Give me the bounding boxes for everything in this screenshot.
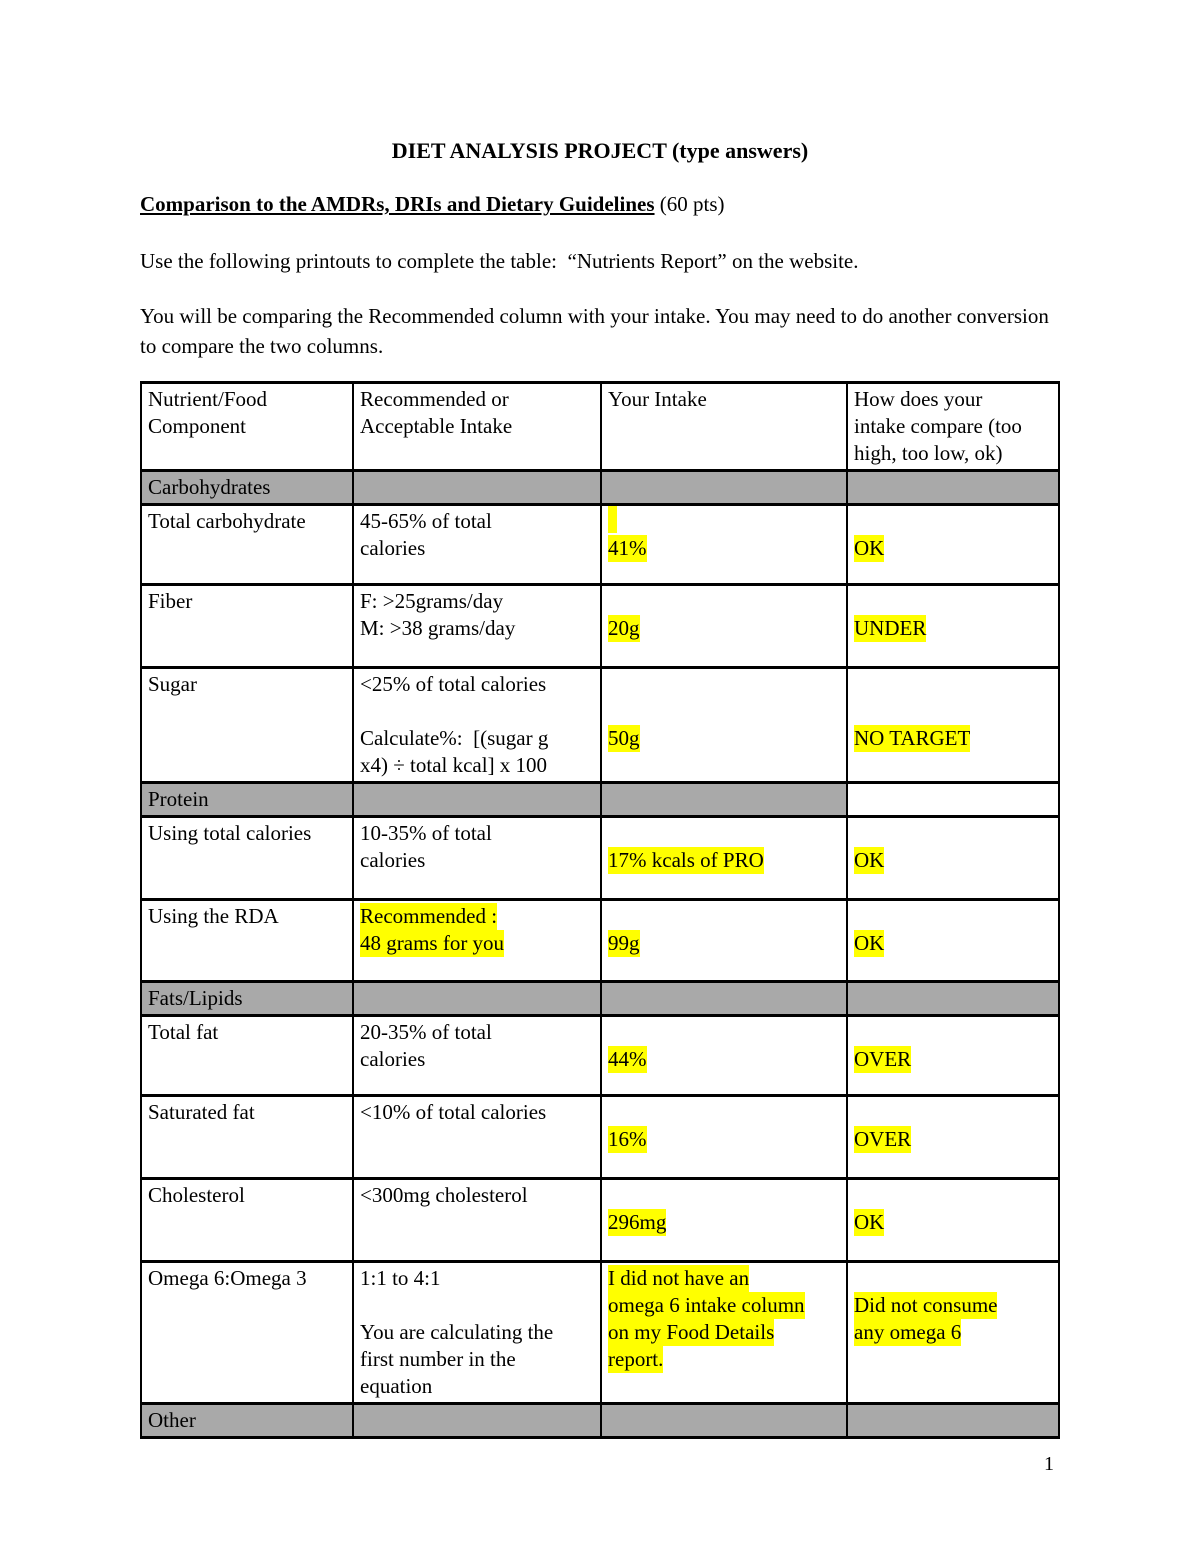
highlighted-value: report. bbox=[608, 1347, 664, 1371]
table-row bbox=[141, 900, 1059, 982]
recommended-cell: <300mg cholesterol bbox=[353, 1179, 601, 1262]
recommended-cell bbox=[353, 900, 601, 982]
section-row-other bbox=[141, 1404, 1059, 1438]
section-heading: Comparison to the AMDRs, DRIs and Dietary Guidelines bbox=[140, 192, 655, 216]
highlighted-value: omega 6 intake column bbox=[608, 1293, 805, 1317]
intake-cell bbox=[601, 668, 847, 783]
nutrient-cell: Using total calories bbox=[141, 817, 353, 900]
highlighted-value: Did not consume bbox=[854, 1293, 998, 1317]
recommended-cell: 10-35% of total calories bbox=[353, 817, 601, 900]
compare-cell bbox=[847, 1096, 1059, 1179]
compare-cell bbox=[847, 1179, 1059, 1262]
section-points: (60 pts) bbox=[654, 192, 725, 216]
highlighted-value: OVER bbox=[854, 1127, 912, 1151]
intake-cell bbox=[601, 1179, 847, 1262]
column-header-recommended: Recommended or Acceptable Intake bbox=[353, 383, 601, 471]
column-header-compare: How does your intake compare (too high, too low, ok) bbox=[847, 383, 1059, 471]
recommended-cell: 45-65% of total calories bbox=[353, 505, 601, 585]
highlighted-value: I did not have an bbox=[608, 1266, 750, 1290]
page-title: DIET ANALYSIS PROJECT (type answers) bbox=[391, 138, 809, 163]
section-heading-line bbox=[140, 189, 1060, 219]
compare-cell bbox=[847, 1016, 1059, 1096]
highlighted-value: UNDER bbox=[854, 616, 927, 640]
nutrient-cell: Using the RDA bbox=[141, 900, 353, 982]
intake-cell bbox=[601, 817, 847, 900]
column-header-intake: Your Intake bbox=[601, 383, 847, 471]
table-row bbox=[141, 1016, 1059, 1096]
table-header-row bbox=[141, 383, 1059, 471]
highlighted-value: 48 grams for you bbox=[360, 931, 505, 955]
compare-cell bbox=[847, 900, 1059, 982]
recommended-cell: <10% of total calories bbox=[353, 1096, 601, 1179]
intake-cell bbox=[601, 585, 847, 668]
table-row bbox=[141, 817, 1059, 900]
section-label: Other bbox=[141, 1404, 353, 1438]
nutrient-cell: Saturated fat bbox=[141, 1096, 353, 1179]
section-label: Carbohydrates bbox=[141, 471, 353, 505]
recommended-cell: <25% of total calories Calculate%: [(sugar g x4) ÷ total kcal] x 100 bbox=[353, 668, 601, 783]
table-row bbox=[141, 1179, 1059, 1262]
intake-cell bbox=[601, 1262, 847, 1404]
highlighted-value: Recommended : bbox=[360, 904, 498, 928]
recommended-cell: F: >25grams/day M: >38 grams/day bbox=[353, 585, 601, 668]
section-label: Fats/Lipids bbox=[141, 982, 353, 1016]
table-row bbox=[141, 1096, 1059, 1179]
highlighted-value: 17% kcals of PRO bbox=[608, 848, 764, 872]
nutrient-cell: Total fat bbox=[141, 1016, 353, 1096]
section-label: Protein bbox=[141, 783, 353, 817]
highlighted-value: 296mg bbox=[608, 1210, 667, 1234]
compare-cell bbox=[847, 505, 1059, 585]
intake-cell bbox=[601, 1096, 847, 1179]
table-row bbox=[141, 668, 1059, 783]
diet-analysis-table bbox=[140, 381, 1060, 1439]
section-row-fats bbox=[141, 982, 1059, 1016]
highlighted-value: NO TARGET bbox=[854, 726, 971, 750]
instruction-1: Use the following printouts to complete the table: “Nutrients Report” on the website. bbox=[140, 249, 859, 273]
compare-cell bbox=[847, 817, 1059, 900]
highlighted-value: 20g bbox=[608, 616, 640, 640]
table-row bbox=[141, 505, 1059, 585]
instruction-2: You will be comparing the Recommended column with your intake. You may need to do another conversion to compare the two columns. bbox=[140, 304, 1055, 358]
nutrient-cell: Fiber bbox=[141, 585, 353, 668]
highlighted-value: 16% bbox=[608, 1127, 647, 1151]
highlighted-value: OK bbox=[854, 931, 885, 955]
highlighted-value: 41% bbox=[608, 536, 647, 560]
nutrient-cell: Sugar bbox=[141, 668, 353, 783]
highlighted-value: OK bbox=[854, 848, 885, 872]
highlighted-value: OVER bbox=[854, 1047, 912, 1071]
table-row bbox=[141, 585, 1059, 668]
intake-cell bbox=[601, 900, 847, 982]
table-row bbox=[141, 1262, 1059, 1404]
highlighted-value: 44% bbox=[608, 1047, 647, 1071]
highlighted-value: 50g bbox=[608, 726, 640, 750]
column-header-nutrient: Nutrient/Food Component bbox=[141, 383, 353, 471]
intake-cell bbox=[601, 505, 847, 585]
highlighted-value: OK bbox=[854, 536, 885, 560]
nutrient-cell: Total carbohydrate bbox=[141, 505, 353, 585]
recommended-cell: 1:1 to 4:1 You are calculating the first number in the equation bbox=[353, 1262, 601, 1404]
intake-cell bbox=[601, 1016, 847, 1096]
page-number: 1 bbox=[1044, 1453, 1054, 1475]
compare-cell bbox=[847, 668, 1059, 783]
section-row-carbohydrates bbox=[141, 471, 1059, 505]
compare-cell bbox=[847, 585, 1059, 668]
nutrient-cell: Cholesterol bbox=[141, 1179, 353, 1262]
compare-cell bbox=[847, 1262, 1059, 1404]
nutrient-cell: Omega 6:Omega 3 bbox=[141, 1262, 353, 1404]
highlighted-value: any omega 6 bbox=[854, 1320, 962, 1344]
highlighted-value: OK bbox=[854, 1210, 885, 1234]
highlighted-value: on my Food Details bbox=[608, 1320, 775, 1344]
highlighted-value: 99g bbox=[608, 931, 640, 955]
recommended-cell: 20-35% of total calories bbox=[353, 1016, 601, 1096]
section-row-protein bbox=[141, 783, 1059, 817]
highlight-mark bbox=[608, 506, 617, 533]
